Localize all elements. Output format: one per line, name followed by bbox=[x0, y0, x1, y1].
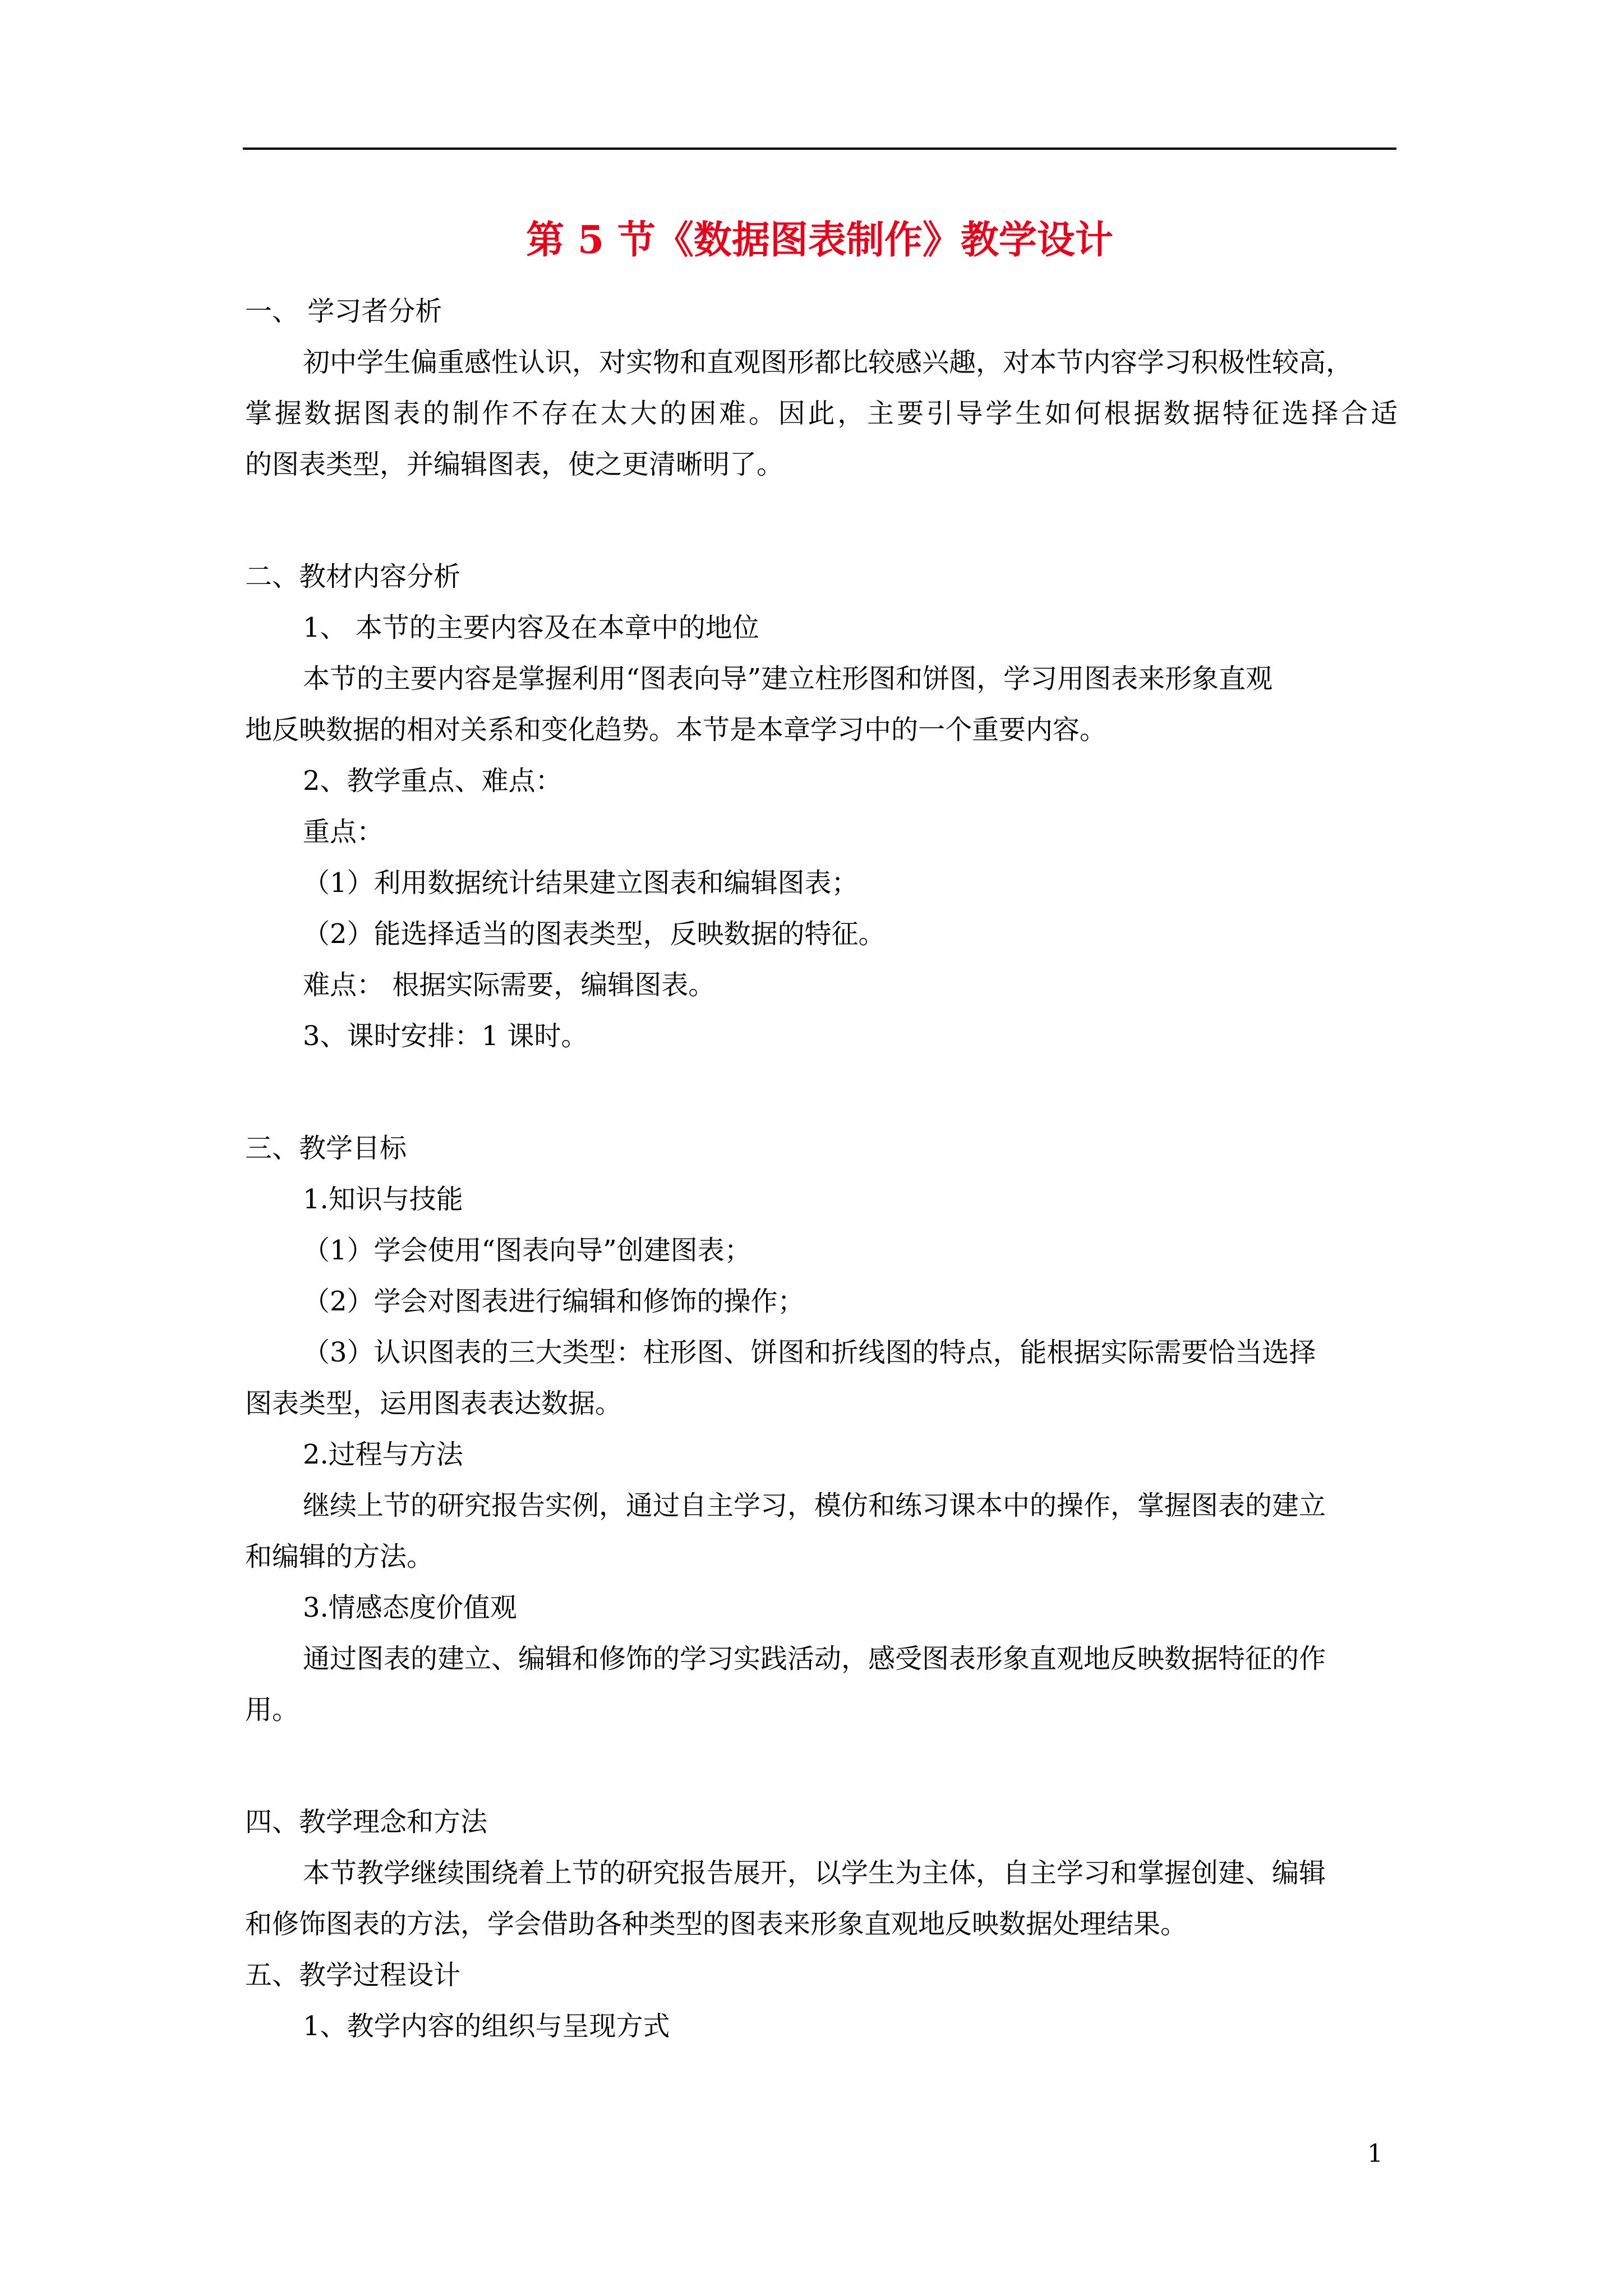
paragraph-line: 地反映数据的相对关系和变化趋势。本节是本章学习中的一个重要内容。 bbox=[245, 714, 1107, 746]
paragraph-line: 继续上节的研究报告实例，通过自主学习，模仿和练习课本中的操作，掌握图表的建立 bbox=[303, 1490, 1326, 1521]
subheading: 1.知识与技能 bbox=[303, 1184, 463, 1215]
paragraph-line: 和编辑的方法。 bbox=[245, 1541, 434, 1572]
paragraph-line: 掌握数据图表的制作不存在太大的困难。因此，主要引导学生如何根据数据特征选择合适 bbox=[245, 398, 1398, 429]
list-item: （3）认识图表的三大类型：柱形图、饼图和折线图的特点，能根据实际需要恰当选择 bbox=[303, 1337, 1316, 1368]
key-point-1: （1）利用数据统计结果建立图表和编辑图表； bbox=[303, 867, 859, 899]
section-2-heading: 二、教材内容分析 bbox=[245, 561, 461, 592]
header-rule bbox=[243, 148, 1396, 150]
difficulty: 难点： 根据实际需要，编辑图表。 bbox=[303, 969, 716, 1001]
paragraph-line: 本节的主要内容是掌握利用“图表向导”建立柱形图和饼图，学习用图表来形象直观 bbox=[303, 663, 1273, 694]
subheading: 2、教学重点、难点： bbox=[303, 765, 562, 797]
section-3-heading: 三、教学目标 bbox=[245, 1133, 407, 1164]
list-item: （2）学会对图表进行编辑和修饰的操作； bbox=[303, 1286, 805, 1317]
paragraph-line: 初中学生偏重感性认识，对实物和直观图形都比较感兴趣，对本节内容学习积极性较高， bbox=[303, 347, 1353, 378]
subheading: 3.情感态度价值观 bbox=[303, 1592, 517, 1623]
paragraph-line: 通过图表的建立、编辑和修饰的学习实践活动，感受图表形象直观地反映数据特征的作 bbox=[303, 1643, 1326, 1674]
paragraph-line: 本节教学继续围绕着上节的研究报告展开，以学生为主体，自主学习和掌握创建、编辑 bbox=[303, 1857, 1326, 1889]
page-number: 1 bbox=[1367, 2139, 1383, 2168]
list-item: （1）学会使用“图表向导”创建图表； bbox=[303, 1235, 751, 1266]
subheading: 1、教学内容的组织与呈现方式 bbox=[303, 2010, 670, 2042]
paragraph-line: 用。 bbox=[245, 1694, 299, 1726]
key-point-2: （2）能选择适当的图表类型，反映数据的特征。 bbox=[303, 918, 886, 950]
section-4-heading: 四、教学理念和方法 bbox=[245, 1806, 488, 1838]
section-1-heading: 一、 学习者分析 bbox=[245, 296, 442, 327]
list-item-continued: 图表类型，运用图表表达数据。 bbox=[245, 1388, 623, 1419]
key-label: 重点： bbox=[303, 816, 384, 848]
subheading: 2.过程与方法 bbox=[303, 1439, 463, 1470]
paragraph-line: 的图表类型，并编辑图表，使之更清晰明了。 bbox=[245, 449, 784, 480]
document-title: 第 5 节《数据图表制作》教学设计 bbox=[526, 218, 1113, 263]
class-hours: 3、课时安排：1 课时。 bbox=[303, 1020, 588, 1052]
subheading: 1、 本节的主要内容及在本章中的地位 bbox=[303, 612, 759, 643]
paragraph-line: 和修饰图表的方法，学会借助各种类型的图表来形象直观地反映数据处理结果。 bbox=[245, 1908, 1188, 1940]
section-5-heading: 五、教学过程设计 bbox=[245, 1959, 461, 1991]
